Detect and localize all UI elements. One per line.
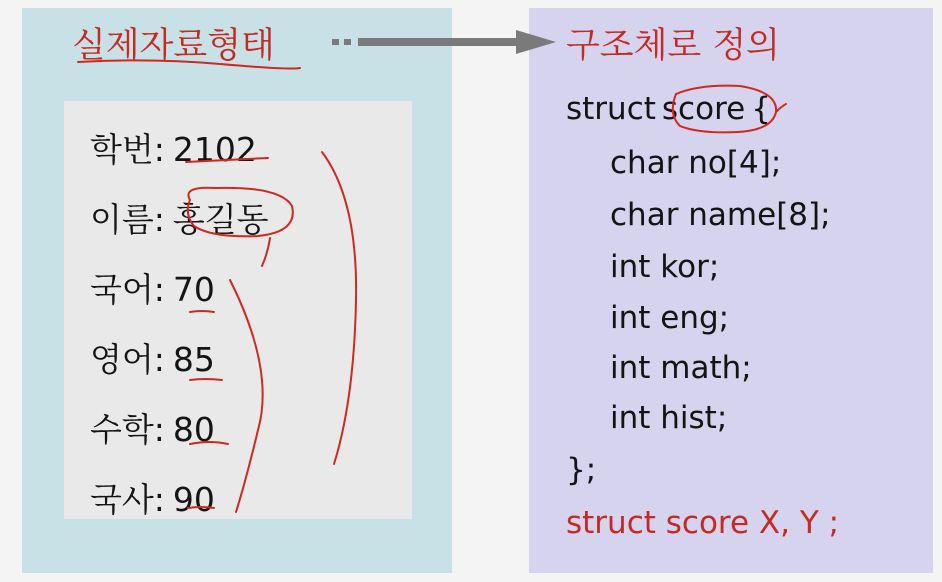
code-struct-name: score xyxy=(661,91,746,127)
field-value: 90 xyxy=(172,480,215,519)
right-arrow-icon xyxy=(330,27,560,57)
field-math xyxy=(90,404,215,451)
code-member: int eng; xyxy=(610,300,730,336)
field-korean xyxy=(90,264,215,311)
field-history xyxy=(90,474,215,521)
field-label: 이름: xyxy=(90,200,165,239)
field-name xyxy=(90,194,269,241)
code-struct-open xyxy=(566,91,771,127)
field-label: 수학: xyxy=(90,410,165,449)
code-member: char name[8]; xyxy=(610,197,831,233)
field-label: 국어: xyxy=(90,270,165,309)
field-value: 2102 xyxy=(172,130,257,169)
field-value: 홍길동 xyxy=(172,200,269,239)
code-member: char no[4]; xyxy=(610,145,782,181)
field-student-id xyxy=(90,124,257,171)
code-member: int hist; xyxy=(610,400,728,436)
actual-data-title: 실제자료형태 xyxy=(72,26,275,66)
field-value: 80 xyxy=(172,410,215,449)
field-label: 국사: xyxy=(90,480,165,519)
code-keyword: struct xyxy=(566,91,656,127)
code-open-brace: { xyxy=(751,91,771,127)
field-label: 영어: xyxy=(90,340,165,379)
field-label: 학번: xyxy=(90,130,165,169)
struct-definition-title: 구조체로 정의 xyxy=(566,26,780,66)
code-member: int kor; xyxy=(610,249,720,285)
code-struct-close: }; xyxy=(566,452,597,488)
code-member: int math; xyxy=(610,350,752,386)
field-value: 70 xyxy=(172,270,215,309)
field-value: 85 xyxy=(172,340,215,379)
field-english xyxy=(90,334,215,381)
code-variable-declaration: struct score X, Y ; xyxy=(566,505,840,541)
